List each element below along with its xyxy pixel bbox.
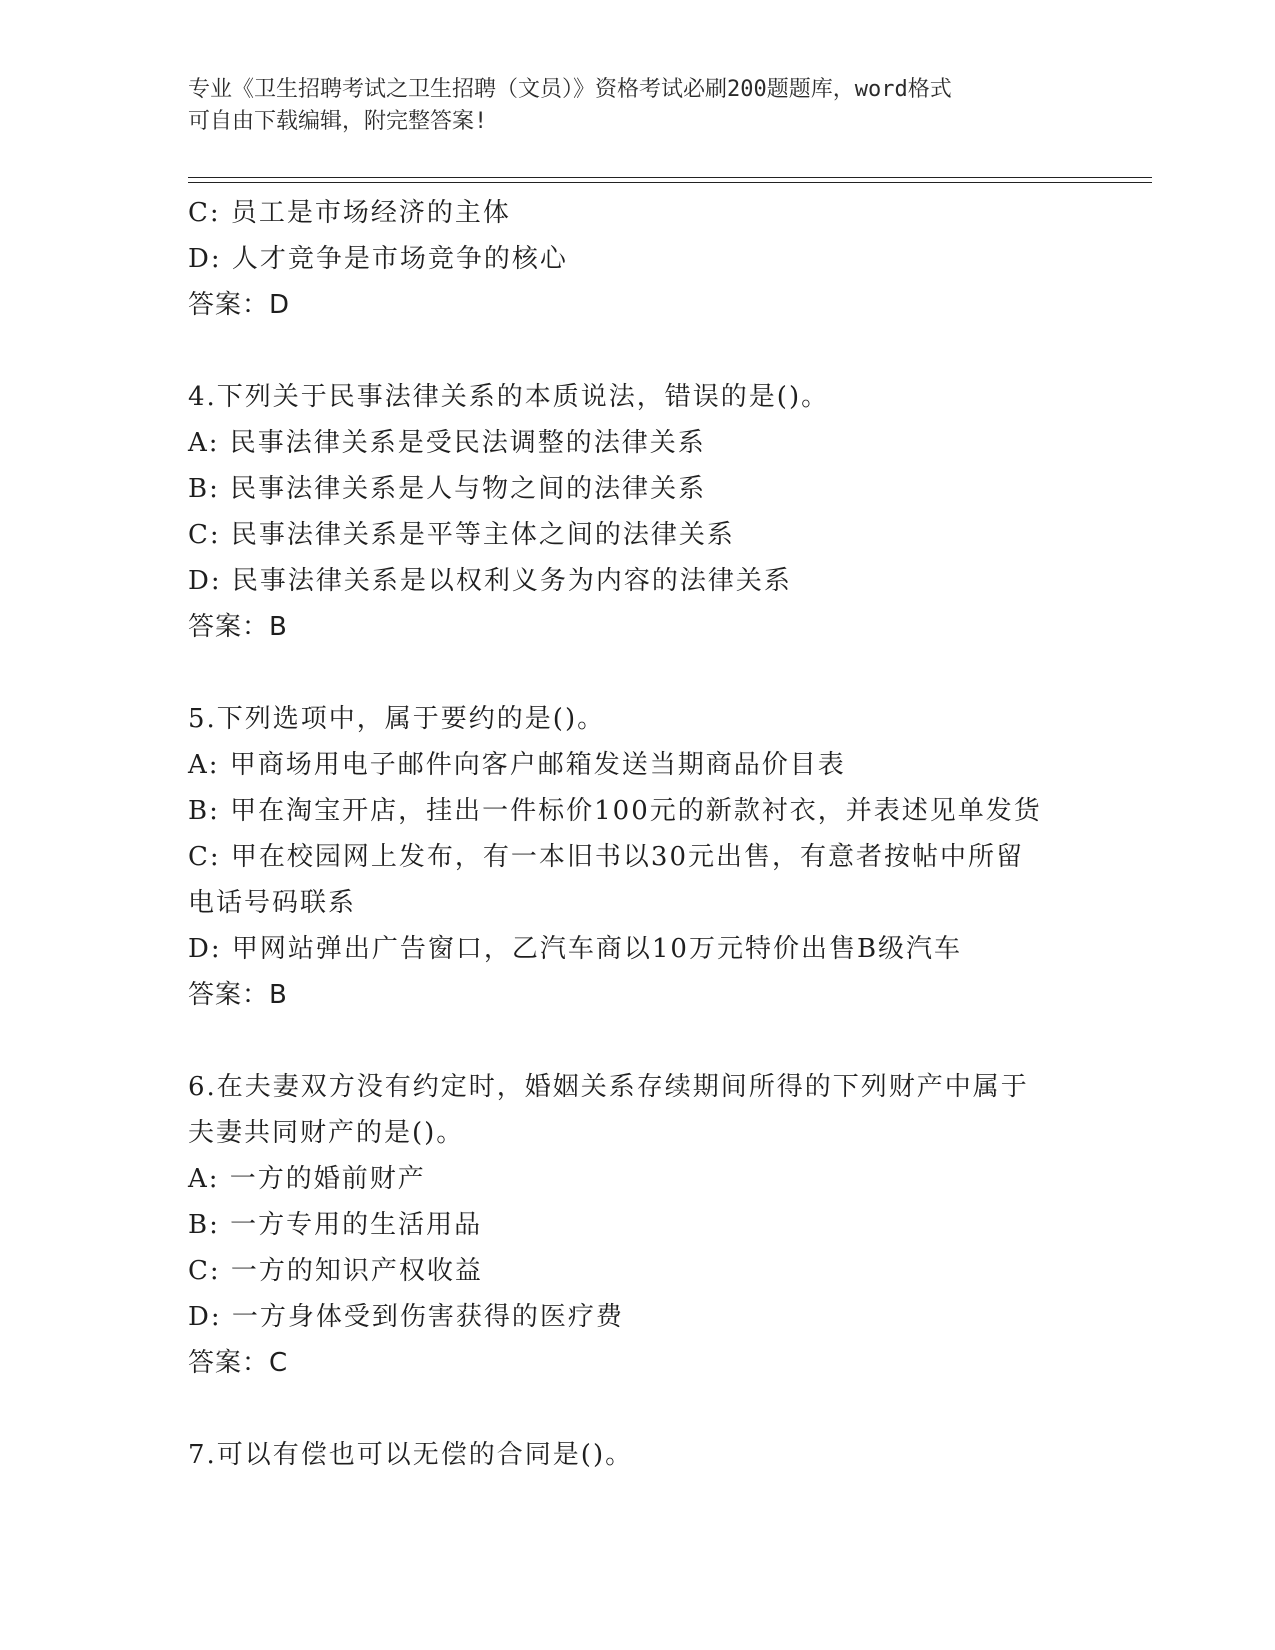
q5-question-text: 5.下列选项中，属于要约的是()。 xyxy=(188,704,606,734)
q3-answer: 答案：D xyxy=(188,290,291,320)
q4-option-d: D: 民事法律关系是以权利义务为内容的法律关系 xyxy=(188,566,792,596)
header-divider-top xyxy=(188,177,1152,178)
q6-option-c: C: 一方的知识产权收益 xyxy=(188,1256,483,1286)
q5-answer: 答案：B xyxy=(188,980,288,1010)
spacer xyxy=(188,328,1088,374)
q3-option-c: C: 员工是市场经济的主体 xyxy=(188,198,511,228)
q4-option-a: A: 民事法律关系是受民法调整的法律关系 xyxy=(188,428,706,458)
header-title-line-1: 专业《卫生招聘考试之卫生招聘（文员）》资格考试必刷200题题库，word格式 xyxy=(188,77,952,102)
q4-option-c: C: 民事法律关系是平等主体之间的法律关系 xyxy=(188,520,735,550)
spacer xyxy=(188,1018,1088,1064)
q6-question-text-line-2: 夫妻共同财产的是()。 xyxy=(188,1118,465,1148)
q4-answer: 答案：B xyxy=(188,612,288,642)
question-6 xyxy=(188,1064,1088,1386)
question-4 xyxy=(188,374,1088,650)
q7-question-text: 7.可以有偿也可以无偿的合同是()。 xyxy=(188,1440,634,1470)
q4-question-text: 4.下列关于民事法律关系的本质说法，错误的是()。 xyxy=(188,382,830,412)
q5-option-c-line-2: 电话号码联系 xyxy=(188,888,357,918)
q6-question-text-line-1: 6.在夫妻双方没有约定时，婚姻关系存续期间所得的下列财产中属于 xyxy=(188,1072,1029,1102)
q6-option-a: A: 一方的婚前财产 xyxy=(188,1164,426,1194)
q6-answer: 答案：C xyxy=(188,1348,289,1378)
question-5 xyxy=(188,696,1088,1018)
q5-option-c-line-1: C: 甲在校园网上发布，有一本旧书以30元出售，有意者按帖中所留 xyxy=(188,842,1025,872)
document-header xyxy=(188,74,1088,138)
q6-option-b: B: 一方专用的生活用品 xyxy=(188,1210,483,1240)
spacer xyxy=(188,650,1088,696)
question-list xyxy=(188,190,1088,1478)
q5-option-b: B: 甲在淘宝开店，挂出一件标价100元的新款衬衣，并表述见单发货 xyxy=(188,796,1042,826)
header-divider-bottom xyxy=(188,182,1152,183)
question-7 xyxy=(188,1432,1088,1478)
q5-option-d: D: 甲网站弹出广告窗口，乙汽车商以10万元特价出售B级汽车 xyxy=(188,934,963,964)
spacer xyxy=(188,1386,1088,1432)
q6-option-d: D: 一方身体受到伤害获得的医疗费 xyxy=(188,1302,624,1332)
header-title-line-2: 可自由下载编辑，附完整答案! xyxy=(188,109,488,134)
question-3 xyxy=(188,190,1088,328)
q4-option-b: B: 民事法律关系是人与物之间的法律关系 xyxy=(188,474,707,504)
q3-option-d: D: 人才竞争是市场竞争的核心 xyxy=(188,244,568,274)
q5-option-a: A: 甲商场用电子邮件向客户邮箱发送当期商品价目表 xyxy=(188,750,846,780)
